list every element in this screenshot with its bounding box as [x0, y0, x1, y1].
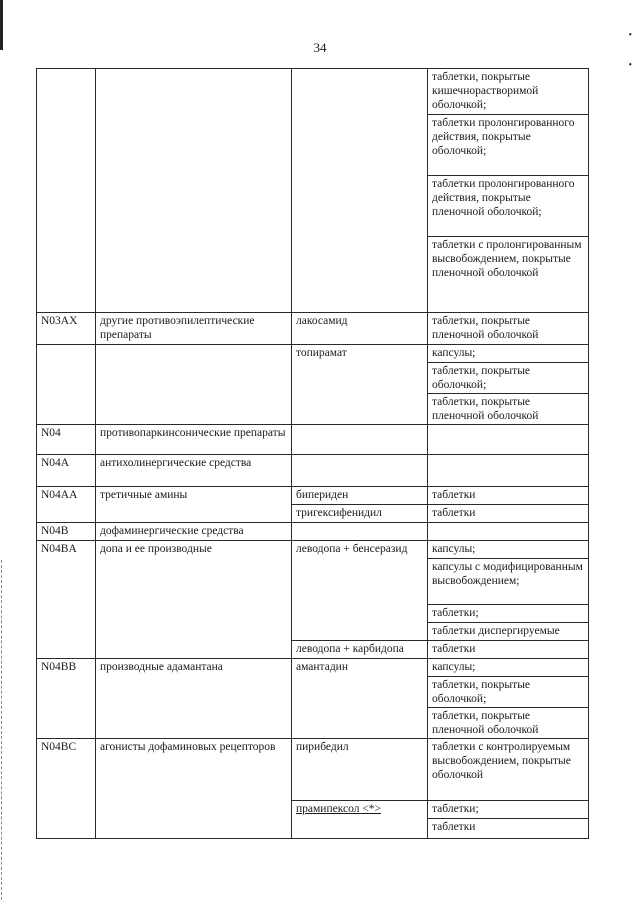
atc-code-cell: N04BB [37, 659, 96, 739]
drug-name-cell: тригексифенидил [292, 505, 428, 523]
table-row [37, 659, 589, 677]
drug-name-cell: прамипексол <*> [292, 801, 428, 839]
group-name-cell: противопаркинсонические препараты [96, 425, 292, 455]
table-row [37, 541, 589, 559]
atc-code-cell: N04BA [37, 541, 96, 659]
drug-name-cell: топирамат [292, 345, 428, 425]
group-name-cell: дофаминергические средства [96, 523, 292, 541]
group-name-cell [96, 345, 292, 425]
atc-code-cell [37, 345, 96, 425]
group-name-cell: агонисты дофаминовых рецепторов [96, 739, 292, 801]
dosage-form-cell: капсулы; [428, 345, 589, 363]
page-number: 34 [313, 40, 327, 55]
drug-name-cell: бипериден [292, 487, 428, 505]
table-row [37, 523, 589, 541]
group-name-cell [96, 69, 292, 313]
atc-code-cell: N04A [37, 455, 96, 487]
atc-code-cell [37, 505, 96, 523]
table-row [37, 801, 589, 819]
dosage-form-cell: таблетки; [428, 605, 589, 623]
dosage-form-cell: таблетки, покрытые пленочной оболочкой [428, 708, 589, 739]
atc-code-cell: N04BC [37, 739, 96, 801]
drug-name-cell [292, 425, 428, 455]
dosage-form-cell: таблетки, покрытые пленочной оболочкой [428, 313, 589, 345]
table-row [37, 69, 589, 115]
drug-name-cell: лакосамид [292, 313, 428, 345]
group-name-cell: антихолинергические средства [96, 455, 292, 487]
atc-code-cell: N04AA [37, 487, 96, 505]
dosage-form-cell: капсулы с модифицированным высвобождением; [428, 559, 589, 605]
dosage-form-cell: таблетки [428, 819, 589, 839]
scan-speck: • [628, 30, 632, 41]
drug-name-cell: пирибедил [292, 739, 428, 801]
group-name-cell: третичные амины [96, 487, 292, 505]
medication-table [36, 68, 589, 839]
dosage-form-cell: таблетки пролонгированного действия, покрытые пленочной оболочкой; [428, 176, 589, 237]
dosage-form-cell: таблетки, покрытые пленочной оболочкой [428, 394, 589, 425]
scan-edge-dashes [1, 560, 3, 900]
dosage-form-cell: таблетки, покрытые кишечнорастворимой оболочкой; [428, 69, 589, 115]
atc-code-cell [37, 801, 96, 839]
group-name-cell: производные адамантана [96, 659, 292, 739]
dosage-form-cell [428, 425, 589, 455]
scan-speck: • [628, 60, 632, 71]
atc-code-cell: N04B [37, 523, 96, 541]
atc-code-cell: N04 [37, 425, 96, 455]
dosage-form-cell: таблетки [428, 641, 589, 659]
group-name-cell [96, 505, 292, 523]
group-name-cell [96, 801, 292, 839]
drug-name-cell: леводопа + карбидопа [292, 641, 428, 659]
dosage-form-cell: таблетки [428, 505, 589, 523]
drug-name-cell [292, 69, 428, 313]
table-row [37, 455, 589, 487]
drug-name-cell: леводопа + бенсеразид [292, 541, 428, 641]
table-row [37, 425, 589, 455]
dosage-form-cell: таблетки, покрытые оболочкой; [428, 677, 589, 708]
table-row [37, 487, 589, 505]
dosage-form-cell: таблетки [428, 487, 589, 505]
group-name-cell: другие противоэпилептические препараты [96, 313, 292, 345]
table-row [37, 739, 589, 801]
atc-code-cell: N03AX [37, 313, 96, 345]
table-row [37, 345, 589, 363]
dosage-form-cell: таблетки, покрытые оболочкой; [428, 363, 589, 394]
drug-name-cell: амантадин [292, 659, 428, 739]
atc-code-cell [37, 69, 96, 313]
dosage-form-cell: таблетки с пролонгированным высвобождением, покрытые пленочной оболочкой [428, 237, 589, 313]
drug-name-cell [292, 523, 428, 541]
drug-name-cell [292, 455, 428, 487]
table-row [37, 313, 589, 345]
dosage-form-cell: таблетки с контролируемым высвобождением, покрытые оболочкой [428, 739, 589, 801]
dosage-form-cell: таблетки диспергируемые [428, 623, 589, 641]
dosage-form-cell: таблетки пролонгированного действия, покрытые оболочкой; [428, 115, 589, 176]
dosage-form-cell: капсулы; [428, 659, 589, 677]
dosage-form-cell: капсулы; [428, 541, 589, 559]
dosage-form-cell [428, 523, 589, 541]
dosage-form-cell [428, 455, 589, 487]
table-row [37, 505, 589, 523]
dosage-form-cell: таблетки; [428, 801, 589, 819]
group-name-cell: допа и ее производные [96, 541, 292, 659]
